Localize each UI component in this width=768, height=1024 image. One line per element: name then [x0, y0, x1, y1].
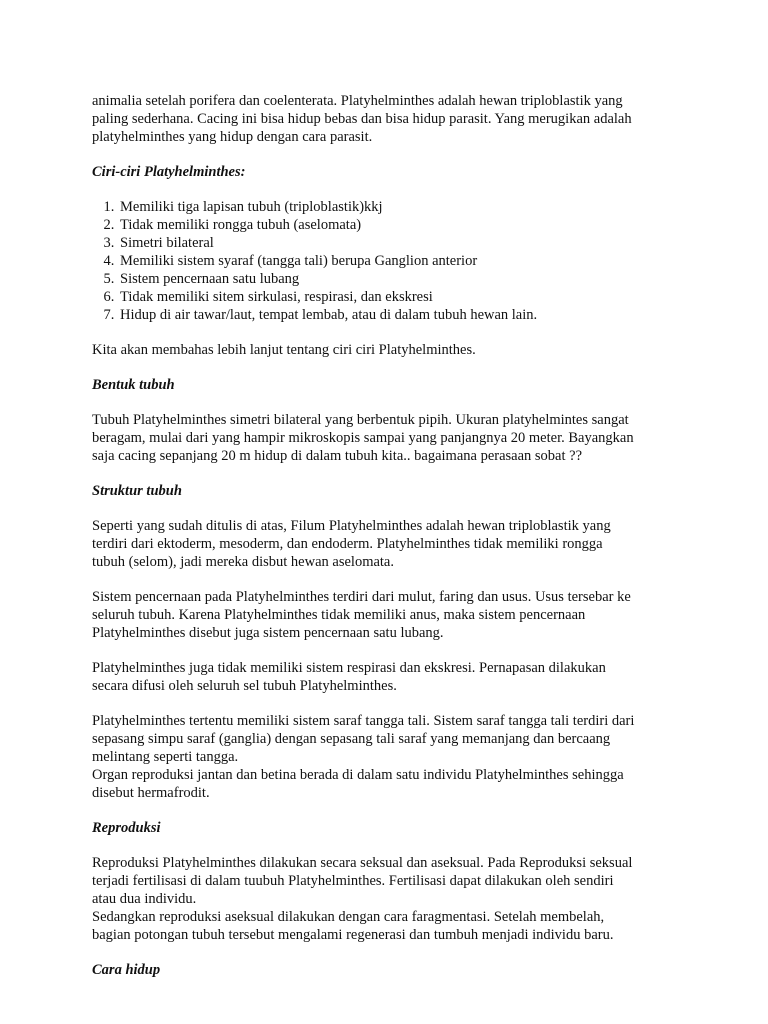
struktur-heading: Struktur tubuh — [92, 483, 182, 499]
struktur-paragraph-4: Platyhelminthes tertentu memiliki sistem saraf tangga tali. Sistem saraf tangga tali terdiri dari sepasang simpu saraf (ganglia) dengan sepasang tali saraf yang memanjang dan bercaang melintang seperti tangga. Organ reproduksi jantan dan betina berada di dalam satu individu Platyhelminthes sehingga disebut hermafrodit. — [92, 713, 635, 801]
ciri-heading: Ciri-ciri Platyhelminthes: — [92, 164, 246, 180]
list-item: 6. Tidak memiliki sitem sirkulasi, respirasi, dan ekskresi — [118, 288, 692, 306]
cara-hidup-heading: Cara hidup — [92, 962, 161, 978]
list-item: 3. Simetri bilateral — [118, 234, 692, 252]
list-item: 1. Memiliki tiga lapisan tubuh (triploblastik)kkj — [118, 198, 692, 216]
ciri-followup-paragraph: Kita akan membahas lebih lanjut tentang ciri ciri Platyhelminthes. — [92, 342, 476, 358]
struktur-paragraph-2: Sistem pencernaan pada Platyhelminthes terdiri dari mulut, faring dan usus. Usus tersebar ke seluruh tubuh. Karena Platyhelminthes tidak memiliki anus, maka sistem pencernaan Platyhelminthes disebut juga sistem pencernaan satu lubang. — [92, 589, 631, 641]
intro-paragraph: animalia setelah porifera dan coelenterata. Platyhelminthes adalah hewan triploblastik yang paling sederhana. Cacing ini bisa hidup bebas dan bisa hidup parasit. Yang merugikan adalah platyhelminthes yang hidup dengan cara parasit. — [92, 93, 632, 145]
struktur-paragraph-3: Platyhelminthes juga tidak memiliki sistem respirasi dan ekskresi. Pernapasan dilakukan secara difusi oleh seluruh sel tubuh Platyhelminthes. — [92, 660, 606, 694]
struktur-paragraph-1: Seperti yang sudah ditulis di atas, Filum Platyhelminthes adalah hewan triploblastik yang terdiri dari ektoderm, mesoderm, dan endoderm. Platyhelminthes tidak memiliki rongga tubuh (selom), jadi mereka disbut hewan aselomata. — [92, 518, 611, 570]
reproduksi-heading: Reproduksi — [92, 820, 161, 836]
bentuk-paragraph: Tubuh Platyhelminthes simetri bilateral yang berbentuk pipih. Ukuran platyhelmintes sangat beragam, mulai dari yang hampir mikroskopis sampai yang panjangnya 20 meter. Bayangkan saja cacing sepanjang 20 m hidup di dalam tubuh kita.. bagaimana perasaan sobat ?? — [92, 412, 634, 464]
ciri-list — [92, 198, 692, 324]
bentuk-heading: Bentuk tubuh — [92, 377, 175, 393]
document-page — [92, 92, 692, 979]
reproduksi-paragraph: Reproduksi Platyhelminthes dilakukan secara seksual dan aseksual. Pada Reproduksi seksual terjadi fertilisasi di dalam tuubuh Platyhelminthes. Fertilisasi dapat dilakukan oleh sendiri atau dua individu. Sedangkan reproduksi aseksual dilakukan dengan cara faragmentasi. Setelah membelah, bagian potongan tubuh tersebut mengalami regenerasi dan tumbuh menjadi individu baru. — [92, 855, 633, 943]
list-item: 7. Hidup di air tawar/laut, tempat lembab, atau di dalam tubuh hewan lain. — [118, 306, 692, 324]
list-item: 2. Tidak memiliki rongga tubuh (aselomata) — [118, 216, 692, 234]
list-item: 4. Memiliki sistem syaraf (tangga tali) berupa Ganglion anterior — [118, 252, 692, 270]
list-item: 5. Sistem pencernaan satu lubang — [118, 270, 692, 288]
